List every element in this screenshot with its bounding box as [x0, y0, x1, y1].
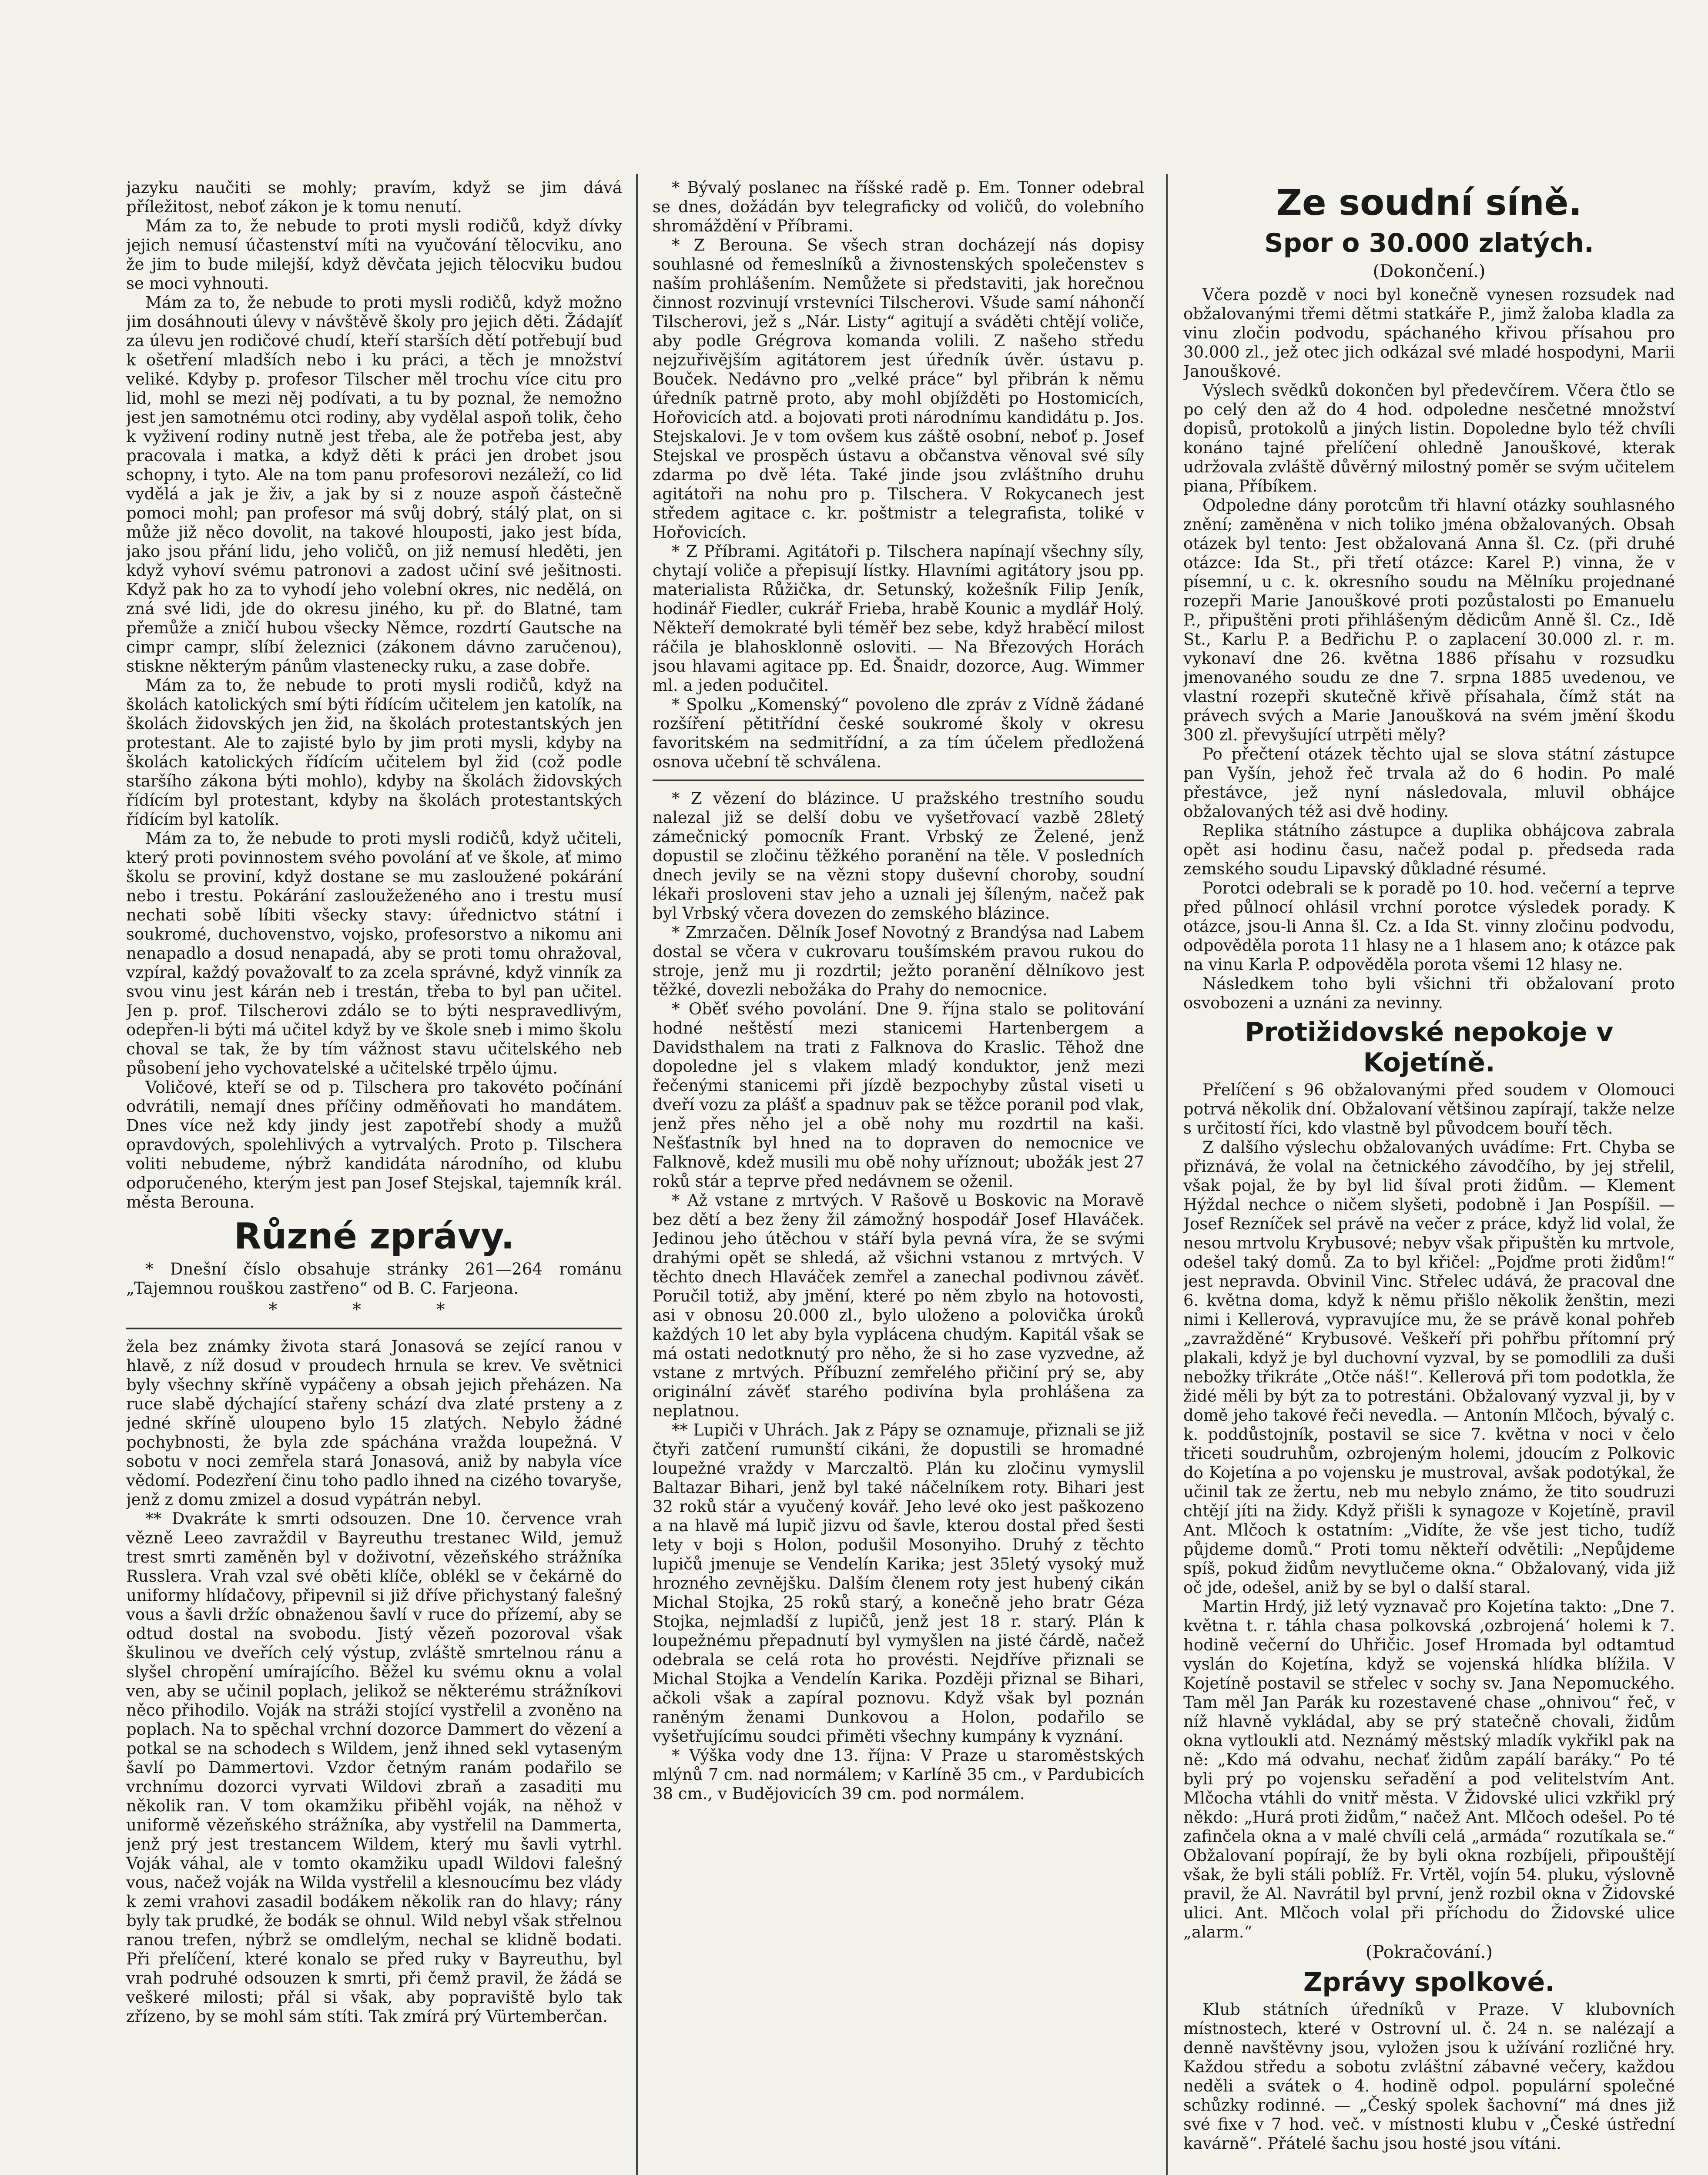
article-paragraph: Z dalšího výslechu obžalovaných uvádíme: Frt. Chyba se přiznává, že volal na četnického závodčího, by jej střelil, však pojal, že by byl lid šíval proti židům. — Klement Hýždal nechce o ničem slyšeti, podobně i Jan Pospíšil. — Josef Rezníček sel právě na večer z práce, když lid volal, že nesou mrtvolu Krybusové; nebyv však připuštěn ku mrtvole, odešel taký domů. Za to byl křičel: „Pojďme proti židům!“ jest nepravda. Obvinil Vinc. Střelec udává, že pracoval dne 6. května doma, když k němu přišlo několik ženštin, mezi nimi i Kellerová, vypravujíce mu, že se právě konal pohřeb „zavražděné“ Krybusové. Veškeří při pohřbu přítomní prý plakali, když je byl duchovní vyzval, by se pomodlili za duši nebožky třikráte „Otče náš!“. Kellerová při tom podotkla, že židé měli by být za to potrestáni. Obžalovaný vyzval ji, by v domě jeho takové řeči nevedla. — Antonín Mlčoch, bývalý c. k. poddůstojník, postavil se sice 7. května v noci v čelo třiceti soudruhům, ozbrojeným holemi, jdoucím z Polkovic do Kojetína a po vojensku je mustroval, avšak podotýkal, že učinil tak ze žertu, neb mu nebylo známo, že tito soudruzi chtějí jíti na židy. Když přišli k synagoze v Kojetíně, pravil Ant. Mlčoch k ostatním: „Vidíte, že vše jest ticho, tudíž půjdeme domů.“ Proti tomu někteří odvětili: „Nepůjdeme spíš, pokud židům nevytlučeme okna.“ Obžalovaný, vida již oč jde, odešel, aniž by se byl o další staral. — [1183, 1138, 1675, 1597]
news-item: * Zmrzačen. Dělník Josef Novotný z Brandýsa nad Labem dostal se včera v cukrovaru toušímském pravou rukou do stroje, jenž mu ji rozdrtil; ježto poranění dělníkovo jest těžké, dovezli nebožáka do Prahy do nemocnice. — [653, 923, 1144, 999]
column-rule-2 — [1166, 174, 1168, 2175]
article-paragraph: Mám za to, že nebude to proti mysli rodičů, když učiteli, který proti povinnostem svého povolání ať ve škole, ať mimo školu se proviní, když dostane se mu zasloužené pokárání nebo i trestu. Pokárání zasloužeženého ano i trestu musí nechati sobě líbiti všecky stavy: úřednictvo státní i soukromé, duchovenstvo, vojsko, profesorstvo a nikomu ani nenapadlo a dosud nenapadá, aby se proti tomu ohražoval, vzpíral, každý považovalť to za zcela správné, když vinník za svou vinu jest kárán neb i trestán, třeba to byl pan učitel. Jen p. prof. Tilscherovi zdálo se to býti nespravedlivým, odepřen-li býti má učitel když by ve škole sneb i mimo školu choval se tak, že by tím vážnost stavu učitelského neb působení jeho vychovatelské a učitelské trpělo újmu. — [126, 829, 622, 1077]
continuation-note: (Pokračování.) — [1366, 1942, 1493, 1962]
news-item: * Až vstane z mrtvých. V Rašově u Boskovic na Moravě bez dětí a bez ženy žil zámožný hospodář Josef Hlaváček. Jedinou jeho útěchou v stáří byla pevná víra, že se svými drahými opět se shledá, až všichni vstanou z mrtvých. V těchto dnech Hlaváček zemřel a zanechal podivnou závěť. Poručil totiž, aby jmění, které po něm zbylo na hotovosti, asi v obnosu 20.000 zl., bylo uloženo a polovička úroků každých 10 let aby byla vyplácena chudým. Kapitál však se má ostati nedotknutý pro něho, že si ho zase vyzvedne, až vstane z mrtvých. Příbuzní zemřelého přičiní prý se, aby originální závěť starého podivína byla prohlášena za neplatnou. — [653, 1191, 1144, 1420]
article-paragraph: Po přečtení otázek těchto ujal se slova státní zástupce pan Vyšín, jehož řeč trvala až do 6 hodin. Po malé přestávce, jež nyní následovala, mluvil obhájce obžalovaných též asi dvě hodiny. — [1183, 745, 1675, 821]
column-left — [126, 178, 622, 2175]
news-item: * Z Berouna. Se všech stran docházejí nás dopisy souhlasné od řemeslníků a živnostenských společenstev s naším prohlášením. Nemůžete si představiti, jak horečnou činnost rozvinují vrstevníci Tilscherovi. Všude samí náhončí Tilscherovi, jež s „Nár. Listy“ agitují a sváděti chtějí voliče, aby podle Grégrova komanda volili. Z našeho středu nejzuřivějším agitátorem jest úředník úvěr. ústavu p. Bouček. Nedávno pro „velké práce“ byl přibrán k němu úředník patrně proto, aby mohl objížděti po Hostomicích, Hořovicích atd. a bojovati proti národnímu kandidátu p. Jos. Stejskalovi. Je v tom ovšem kus záště osobní, neboť p. Josef Stejskal ve prospěch ústavu a občanstva věnoval své síly zdarma po dvě léta. Také jinde jsou zvláštního druhu agitátoři na nohu pro p. Tilschera. V Rokycanech jest středem agitace c. kr. poštmistr a telegrafista, toliké v Hořovicích. — [653, 236, 1144, 542]
news-item: ** Lupiči v Uhrách. Jak z Pápy se oznamuje, přiznali se již čtyři zatčení rumunští cikáni, že dopustili se hromadné loupežné vraždy v Marczaltö. Plán ku zločinu vymyslil Baltazar Bihari, jenž byl také náčelníkem roty. Bihari jest 32 roků stár a vyučený kovář. Jeho levé oko jest paškozeno a na hlavě má lupič jizvu od šavle, kterou dostal před šesti lety v boji s Holon, podušil Mosonyiho. Druhý z těchto lupičů jmenuje se Vendelín Karika; jest 35letý vysoký muž hrozného zevnějšku. Dalším členem roty jest hubený cikán Michal Stojka, 25 roků starý, a konečně jeho bratr Géza Stojka, nejmladší z lupičů, jenž jest 18 r. starý. Plán k loupežnému přepadnutí byl vymyšlen na jisté čárdě, načež odebrala se celá rota ho provésti. Nejdříve přiznali se Michal Stojka a Vendelín Karika. Později přiznal se Bihari, ačkoli však a zapíral poznovu. Když však byl poznán raněným ženami Dunkovou a Holon, podařilo se vyšetřujícímu soudci přiměti všechny kumpány k vyznání. — [653, 1421, 1144, 1746]
article-paragraph: Odpoledne dány porotcům tři hlavní otázky souhlasného znění; zaměněna v nich toliko jména obžalovaných. Obsah otázek byl tento: Jest obžalovaná Anna šl. Cz. (při druhé otázce: Ida St., při třetí otázce: Karel P.) vinna, že v písemní, u c. k. okresního soudu na Mělníku projednané rozepři Marie Janouškové proti pozůstalosti po Emanuelu P., připuštěni proti přihlášeným dědicům Anně šl. Cz., Idě St., Karlu P. a Bedřichu P. o zaplacení 30.000 zl. r. m. vykonaví dne 26. května 1886 přísahu v rozsudku jmenovaného soudu ze dne 7. srpna 1885 uvedenou, ve vlastní rozepři skutečně křivě přísahala, čímž stát na právech svých a Marie Janoušková na svém jmění škodu 300 zl. převyšující utrpěti měly? — [1183, 496, 1675, 744]
article-paragraph: Přelíčení s 96 obžalovanými před soudem v Olomouci potrvá několik dní. Obžalovaní většinou zapírají, takže nelze s určitostí říci, kdo vlastně byl původcem bouří těch. — [1183, 1081, 1675, 1138]
article-paragraph: Mám za to, že nebude to proti mysli rodičů, když možno jim dosáhnouti úlevy v návštěvě školy pro jejich děti. Žádajíť za úlevu jen rodičové chudí, kteří starších dětí potřebují buď k ošetření mladších nebo i ku práci, a těch je množství veliké. Kdyby p. profesor Tilscher měl trochu více citu pro lid, mohl se mezi něj podívati, a tu by poznal, že nemožno jest jen samotnému otci rodiny, aby vydělal aspoň tolik, čeho k vyživení rodiny nutně jest třeba, ale že potřeba jest, aby pracovala i matka, a když děti k práci jen drobet jsou schopny, i tyto. Ale na tom panu profesorovi nezáleží, co lid vydělá a jak je živ, a jak by si z nouze aspoň částečně pomoci mohl; pan profesor má svůj dobrý, stálý plat, on si může již něco dovolit, na takové hlouposti, jako jest bída, jako jsou přání lidu, jeho voličů, on již nemusí hleděti, jen když vyhoví svému patronovi a zadost učiní své ješitnosti. Když pak ho za to vyhodí jeho volební okres, nic nedělá, on zná své lidi, jde do okresu jiného, ku př. do Blatné, tam přemůže a zničí hubou všecky Němce, rozdrtí Gautsche na cimpr campr, slíbí železnici (zákonem dávno zaručenou), stiskne některým pánům vlastenecky ruku, a zase dobře. — [126, 293, 622, 676]
section-title: Různé zprávy. — [234, 1216, 515, 1257]
news-item: * Bývalý poslanec na říšské radě p. Em. Tonner odebral se dnes, dožádán byv telegraficky od voličů, do volebního shromáždění v Příbrami. — [653, 178, 1144, 235]
article-paragraph: Včera pozdě v noci byl konečně vynesen rozsudek nad obžalovanými třemi dětmi statkáře P., jimž žaloba kladla za vinu zločin podvodu, spáchaného křivou přísahou pro 30.000 zl., jež otec jich odkázal své mladé hospodyni, Marii Janouškové. — [1183, 285, 1675, 381]
column-rule-1 — [636, 174, 638, 2175]
news-item: * Výška vody dne 13. října: V Praze u staroměstských mlýnů 7 cm. nad normálem; v Karlíně 35 cm., v Pardubicích 38 cm., v Budějovicích 39 cm. pod normálem. — [653, 1746, 1144, 1803]
section-title: Ze soudní síně. — [1276, 182, 1582, 224]
article-paragraph: Replika státního zástupce a duplika obhájcova zabrala opět asi hodinu času, načež podal p. předseda rada zemského soudu Lipavský důkladné résumé. — [1183, 821, 1675, 878]
article-paragraph: Martin Hrdý, již letý vyznavač pro Kojetína takto: „Dne 7. května t. r. táhla chasa polkovská ‚ozbrojená‘ holemi k 7. hodině večerní do Uhřičic. Josef Hromada byl odtamtud vyslán do Kojetína, když se vojenská hlídka blížila. V Kojetíně postavil se střelec v sochy sv. Jana Nepomuckého. Tam měl Jan Parák ku rozestavené chase „ohnivou“ řeč, v níž hlavně vykládal, aby se prý statečně chovali, židům okna vytloukli atd. Neznámý městský mladík vykřikl pak na ně: „Kdo má odvahu, nechať židům zapálí baráky.“ Po té byli prý po vojensku seřadění a pod velitelstvím Ant. Mlčocha vtáhli do vnitř města. V Židovské ulici vzkřikl prý někdo: „Hurá proti židům,“ načež Ant. Mlčoch odešel. Po té zafinčela okna a v malé chvíli celá „armáda“ rozutíkala se.“ Obžalovaní popírají, že by byli okna rozbíjeli, připouštějí však, že byli stáli poblíž. Fr. Vrtěl, vojín 54. pluku, výslovně pravil, že Al. Navrátil byl první, jenž rozbil okna v Židovské ulici. Ant. Mlčoch volal při příchodu do Židovské ulice „alarm.“ — [1183, 1597, 1675, 1941]
news-item: * Z vězení do blázince. U pražského trestního soudu nalezal již se delší dobu ve vyšetřovací vazbě 28letý zámečnický pomocník Frant. Vrbský ze Želené, jenž dopustil se zločinu těžkého poranění na těle. V posledních dnech jevily se na vězni stopy duševní choroby, soudní lékaři prosloveni stav jeho a uznali jej šíleným, načež pak byl Vrbský včera dovezen do zemského blázince. — [653, 789, 1144, 923]
article-paragraph: ** Dvakráte k smrti odsouzen. Dne 10. července vrah vězně Leeo zavraždil v Bayreuthu trestanec Wild, jemuž trest smrti zaměněn byl v doživotní, vězeňského strážníka Russlera. Vrah vzal své oběti klíče, oblékl se v čekárně do uniformy hlídačovy, připevnil si již dříve přichystaný falešný vous a šavli držíc obnaženou šavlí v ruce do přízemí, aby se odtud dostal na svobodu. Jistý vězeň pozoroval však škulinou ve dveřích celý výstup, zvláště smrtelnou ránu a slyšel chropění umírajícího. Běžel ku svému oknu a volal ven, aby se učinil poplach, jelikož se některému strážníkovi něco přihodilo. Voják na stráži stojící vystřelil a zvoněno na poplach. Na to spěchal vrchní dozorce Dammert do vězení a potkal se na schodech s Wildem, jenž ihned sekl vytaseným šavlí po Dammertovi. Vzdor četným ranám podařilo se vrchnímu dozorci vyrvati Wildovi zbraň a zasaditi mu několik ran. V tom okamžiku přiběhl voják, na něhož v uniformě vězeňského strážníka, aby vystřelil na Dammerta, jenž prý jest trestancem Wildem, který mu šavli vytrhl. Voják váhal, ale v tomto okamžiku upadl Wildovi falešný vous, načež voják na Wilda vystřelil a klesnoucímu bez vlády k zemi vrahovi zasadil bodákem několik ran do hlavy; rány byly tak prudké, že bodák se ohnul. Wild nebyl však střelnou ranou trefen, nýbrž se omdlelým, nechal se klidně bodati. Při přelíčení, které konalo se před ruky v Bayreuthu, byl vrah podruhé odsouzen k smrti, při čemž pravil, že žádá se veškeré milosti; přál si však, aby popraviště bylo tak zřízeno, by se mohl sám stíti. Tak zmírá prý Vürtemberčan. — [126, 1509, 622, 2026]
article-paragraph: Mám za to, že nebude to proti mysli rodičů, když dívky jejich nemusí účastenství míti na vyučování tělocviku, ano že jim to bude milejší, když děvčata jejich tělocviku budou se moci vyhnouti. — [126, 217, 622, 293]
separator-stars: * * * — [268, 1300, 480, 1320]
news-item: * Oběť svého povolání. Dne 9. října stalo se politování hodné neštěstí mezi stanicemi Hartenbergem a Davidsthalem na trati z Falknova do Kraslic. Těhož dne dopoledne jel s vlakem mladý konduktor, jenž mezi řečenými stanicemi při jízdě bezpochyby zůstal viseti u dveří vozu za plášť a spadnuv pak se těžce poranil pod vlak, jenž přes něho jel a obě nohy mu rozdrtil na kaši. Nešťastník byl hned na to dopraven do nemocnice ve Falknově, kdež musili mu obě nohy uříznout; ubožák jest 27 roků stár a teprve před nedávnem se oženil. — [653, 1000, 1144, 1191]
article-paragraph: Klub státních úředníků v Praze. V klubovních místnostech, které v Ostrovní ul. č. 24 n. se nalézají a denně navštěvny jsou, vyložen jsou k užívání rozličné hry. Každou středu a sobotu zvláštní zábavné večery, každou neděli a svátek o 4. hodině odpol. populární společné schůzky rodinné. — „Český spolek šachovní“ má dnes již své fixe v 7 hod. več. v místnosti klubu v „České ústřední kavárně“. Přátelé šachu jsou hosté jsou vítáni. — [1183, 2000, 1675, 2153]
article-paragraph: Porotci odebrali se k poradě po 10. hod. večerní a teprve před půlnocí ohlásil vrchní porotce výsledek porady. K otázce, jsou-li Anna šl. Cz. a Ida St. vinny zločinu podvodu, odpověděla porota 11 hlasy ne a 1 hlasem ano; k otázce pak na vinu Karla P. odpověděla porota všemi 12 hlasy ne. — [1183, 879, 1675, 974]
column-right — [1183, 178, 1675, 2175]
continuation-note: (Dokončení.) — [1373, 261, 1486, 281]
article-paragraph: Voličové, kteří se od p. Tilschera pro takovéto počínání odvrátili, nemají dnes příčiny odměňovati ho mandátem. Dnes více než kdy jindy jest zapotřebí shody a mužů opravdových, spolehlivých a vytrvalých. Proto p. Tilschera voliti nebudeme, nýbrž kandidáta národního, od klubu odporučeného, kterým jest pan Josef Stejskal, tajemník král. města Berouna. — [126, 1078, 622, 1211]
section-title: Protižidovské nepokoje v Kojetíně. — [1245, 1017, 1614, 1078]
section-title: Zprávy spolkové. — [1303, 1967, 1555, 1998]
article-subtitle: Spor o 30.000 zlatých. — [1264, 228, 1594, 258]
article-paragraph: Výslech svědků dokončen byl předevčírem. Včera čtlo se po celý den až do 4 hod. odpoledne nesčetné množství dopisů, protokolů a jiných listin. Dopoledne bylo též chvíli konáno tajné přelíčení ohledně Janouškové, kterak udržovala zvláště důvěrný milostný poměr se svým učitelem piana, Příbíkem. — [1183, 381, 1675, 495]
article-paragraph: žela bez známky života stará Jonasová se zející ranou v hlavě, z níž dosud v proudech hrnula se krev. Ve světnici byly všechny skříně vypáčeny a obsah jejich přeházen. Na ruce slabě dýchající stařeny schází dva zlaté prsteny a z jedné skříně uloupeno bylo 15 zlatých. Nebylo žádné pochybnosti, že byla zde spáchána vražda loupežná. V sobotu v noci zemřela stará Jonasová, aniž by nabyla více vědomí. Podezření činu toho padlo ihned na cizého tovaryše, jenž z domu zmizel a dosud vypátrán nebyl. — [126, 1337, 622, 1509]
notice-paragraph: * Dnešní číslo obsahuje stránky 261—264 románu „Tajemnou rouškou zastřeno“ od B. C. Farjeona. — [126, 1260, 622, 1298]
article-paragraph: Následkem toho byli všichni tři obžalovaní proto osvobozeni a uznáni za nevinny. — [1183, 974, 1675, 1012]
column-middle — [653, 178, 1144, 2175]
article-paragraph: Mám za to, že nebude to proti mysli rodičů, když na školách katolických smí býti řídícím učitelem jen katolík, na školách židovských jen žid, na školách protestantských jen protestant. Ale to zajisté bylo by jim proti mysli, kdyby na školách katolických řídícím učitelem byl žid (což podle staršího zákona býti mohlo), kdyby na školách židovských řídícím byl protestant, kdyby na školách protestantských řídícím byl katolík. — [126, 676, 622, 829]
news-item: * Z Příbrami. Agitátoři p. Tilschera napínají všechny síly, chytají voliče a přepisují lístky. Hlavními agitátory jsou pp. materialista Růžička, dr. Setunský, kožešník Filip Jeník, hodinář Fiedler, cukrář Frieba, hrabě Kounic a mydlář Holý. Někteří demokraté byli téměř bez sebe, když hraběcí milost ráčila je blahosklonně osloviti. — Na Březových Horách jsou hlavami agitace pp. Ed. Šnaidr, dozorce, Aug. Wimmer ml. a jeden podučitel. — [653, 542, 1144, 695]
divider — [126, 1328, 622, 1329]
divider — [653, 780, 1144, 781]
news-item: * Spolku „Komenský“ povoleno dle zpráv z Vídně žádané rozšíření pětitřídní české soukromé školy v okresu favoritském na sedmitřídní, a za tím účelem předložená osnova učební tě schválena. — [653, 695, 1144, 771]
article-paragraph: jazyku naučiti se mohly; pravím, když se jim dává příležitost, neboť zákon je k tomu nenutí. — [126, 178, 622, 216]
